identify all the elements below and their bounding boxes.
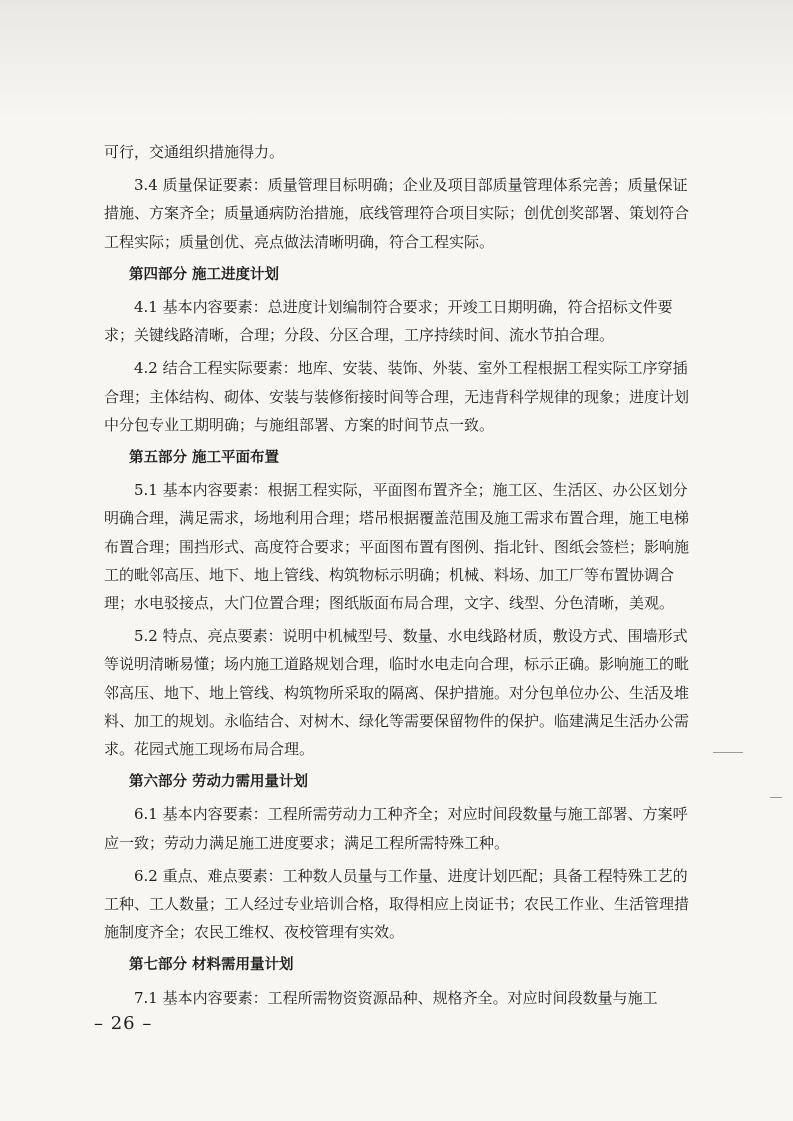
paragraph: 5.2 特点、亮点要素：说明中机械型号、数量、水电线路材质，敷设方式、围墙形式等说明清晰易懂；场内施工道路规划合理，临时水电走向合理，标示正确。影响施工的毗邻高压、地下、地上管线、构筑物所采取的隔离、保护措施。对分包单位办公、生活及堆料、加工的规划。永临结合、对树木、绿化等需要保留物件的保护。临建满足生活办公需求。花园式施工现场布局合理。 bbox=[104, 627, 690, 759]
section-heading: 第七部分 材料需用量计划 bbox=[129, 957, 294, 974]
paragraph: 4.2 结合工程实际要素：地库、安装、装饰、外装、室外工程根据工程实际工序穿插合理；主体结构、砌体、安装与装修衔接时间等合理，无违背科学规律的现象；进度计划中分包专业工期明确；与施组部署、方案的时间节点一致。 bbox=[104, 359, 690, 434]
scan-edge-mark bbox=[770, 797, 782, 798]
document-body bbox=[104, 138, 690, 1017]
page-number: – 26 – bbox=[94, 1013, 153, 1034]
paragraph: 3.4 质量保证要素：质量管理目标明确；企业及项目部质量管理体系完善；质量保证措施、方案齐全；质量通病防治措施，底线管理符合项目实际；创优创奖部署、策划符合工程实际；质量创优、亮点做法清晰明确，符合工程实际。 bbox=[104, 176, 690, 251]
scan-shadow bbox=[0, 0, 793, 120]
section-heading: 第五部分 施工平面布置 bbox=[129, 450, 280, 467]
paragraph: 7.1 基本内容要素：工程所需物资资源品种、规格齐全。对应时间段数量与施工 bbox=[134, 988, 658, 1007]
paragraph: 可行，交通组织措施得力。 bbox=[104, 143, 285, 161]
scan-edge-mark bbox=[713, 752, 743, 753]
paragraph: 5.1 基本内容要素：根据工程实际，平面图布置齐全；施工区、生活区、办公区划分明确合理，满足需求，场地利用合理；塔吊根据覆盖范围及施工需求布置合理，施工电梯布置合理；围挡形式、高度符合要求；平面图布置有图例、指北针、图纸会签栏；影响施工的毗邻高压、地下、地上管线、构筑物标示明确；机械、料场、加工厂等布置协调合理；水电驳接点，大门位置合理；图纸版面布局合理，文字、线型、分色清晰，美观。 bbox=[104, 481, 690, 613]
section-heading: 第六部分 劳动力需用量计划 bbox=[129, 774, 309, 791]
paragraph: 6.1 基本内容要素：工程所需劳动力工种齐全；对应时间段数量与施工部署、方案呼应一致；劳动力满足施工进度要求；满足工程所需特殊工种。 bbox=[104, 805, 688, 852]
paragraph: 6.2 重点、难点要素：工种数人员量与工作量、进度计划匹配；具备工程特殊工艺的工种、工人数量；工人经过专业培训合格，取得相应上岗证书；农民工作业、生活管理措施制度齐全；农民工维权、夜校管理有实效。 bbox=[104, 866, 690, 942]
section-heading: 第四部分 施工进度计划 bbox=[129, 266, 280, 283]
paragraph: 4.1 基本内容要素：总进度计划编制符合要求；开竣工日期明确，符合招标文件要求；关键线路清晰，合理；分段、分区合理，工序持续时间、流水节拍合理。 bbox=[104, 298, 673, 345]
